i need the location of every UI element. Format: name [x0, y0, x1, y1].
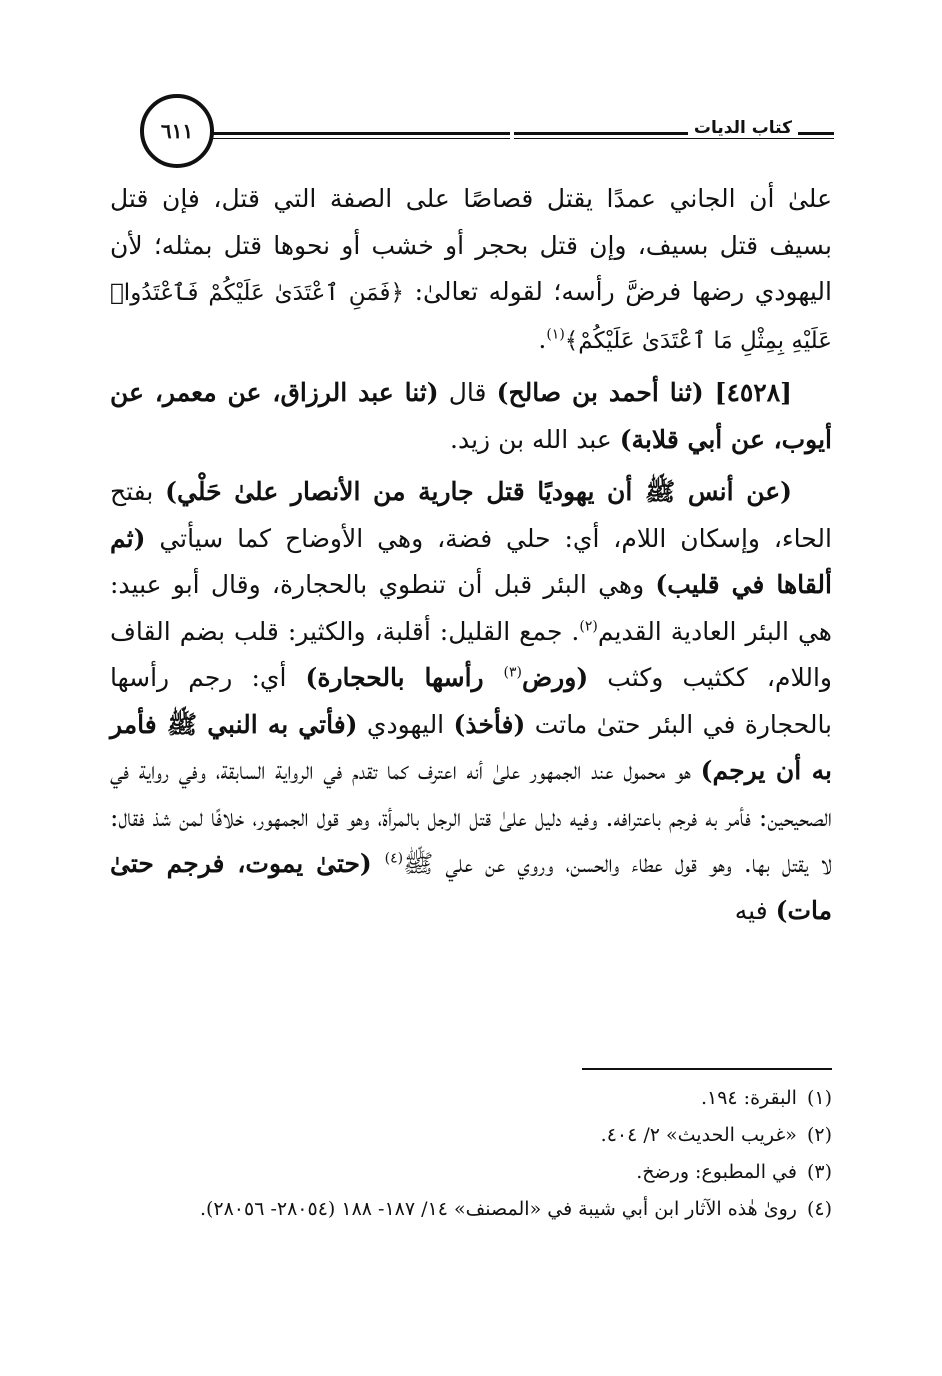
p3-text-3: . جمع القليل: أقلبة، والكثير: قلب بضم القاف واللام، ككثيب وكثب	[110, 616, 832, 692]
footnote	[110, 1117, 832, 1154]
p3-text-5: اليهودي	[357, 709, 454, 739]
p3-text-4: أي: رجم رأسها بالحجارة في البئر حتىٰ ماتت	[110, 663, 833, 739]
footnote-text: البقرة: ١٩٤.	[700, 1087, 797, 1109]
p3-text-2: وهي البئر قبل أن تنطوي بالحجارة، وقال أبو عبيد: هي البئر العادية القديم	[110, 570, 832, 646]
footnote-ref-3: (٣)	[503, 664, 522, 681]
footnote	[110, 1080, 832, 1117]
running-title: كتاب الديات	[688, 118, 798, 138]
quran-verse: ﴿فَمَنِ ٱعْتَدَىٰ عَلَيْكُمْ فَٱعْتَدُوا۟ عَلَيْهِ بِمِثْلِ مَا ٱعْتَدَىٰ عَلَيْكُمْ﴾	[110, 280, 832, 354]
footnote-text: «غريب الحديث» ٢/ ٤٠٤.	[600, 1124, 797, 1146]
p3-matn-7: (حتىٰ يموت، فرجم حتىٰ مات)	[110, 849, 832, 925]
p3-matn-3: (ورض	[521, 663, 589, 692]
footnote-ref-1: (١)	[546, 326, 565, 343]
footnote-text: في المطبوع: ورضخ.	[636, 1161, 797, 1183]
p2-chain: (ثنا عبد الرزاق، عن معمر، عن أيوب، عن أبي قلابة)	[110, 378, 832, 454]
hadith-number: [٤٥٢٨] (ثنا أحمد بن صالح)	[496, 378, 792, 407]
paragraph-2-isnad	[110, 370, 832, 463]
main-text	[110, 176, 832, 934]
footnote	[110, 1154, 832, 1191]
p3-text-1: بفتح الحاء، وإسكان اللام، أي: حلي فضة، وهي الأوضاح كما سيأتي	[110, 477, 832, 553]
footnote-number: (٣)	[806, 1161, 832, 1183]
header-rule-right-thin	[514, 138, 834, 139]
p1-text: علىٰ أن الجاني عمدًا يقتل قصاصًا على الصفة التي قتل، فإن قتل بسيف قتل بسيف، وإن قتل بحجر أو خشب أو نحوها قتل بمثله؛ لأن اليهودي رضها فرضَّ رأسه؛ لقوله تعالىٰ:	[110, 184, 832, 306]
footnote-text: روىٰ هٰذه الآثار ابن أبي شيبة في «المصنف» ١٤/ ١٨٧- ١٨٨ (٢٨٠٥٤- ٢٨٠٥٦).	[199, 1198, 797, 1220]
paragraph-1	[110, 176, 832, 364]
p3-text-6: هو محمول عند الجمهور علىٰ أنه اعترف كما تقدم في الرواية السابقة، وفي رواية في الصحيحين: فأمر به فرجم باعترافه. وفيه دليل علىٰ قتل الرجل بالمرأة، وهو قول الجمهور، خلافًا لمن شذ فقال: لا يقتل بها. وهو قول عطاء والحسن، وروي عن علي ﷺ	[110, 756, 832, 878]
header-rule-left	[210, 132, 510, 135]
footnote-number: (٢)	[806, 1124, 832, 1146]
page-header	[100, 94, 834, 170]
p3-matn-4: رأسها بالحجارة)	[305, 663, 504, 692]
footnote	[110, 1191, 832, 1228]
p3-matn-6: (فأتي به النبي ﷺ فأمر به أن يرجم)	[110, 709, 832, 785]
footnotes	[110, 1080, 832, 1228]
footnote-number: (٤)	[806, 1198, 832, 1220]
header-rule-left-thin	[210, 138, 510, 139]
footnote-divider	[582, 1068, 832, 1070]
p3-matn-2: (ثم ألقاها في قليب)	[110, 523, 832, 599]
footnote-ref-4: (٤)	[384, 850, 404, 867]
p3-matn-1: (عن أنس ﷺ أن يهوديًا قتل جارية من الأنصار علىٰ حَلْي)	[165, 477, 793, 506]
footnote-number: (١)	[806, 1087, 832, 1109]
p1-end: .	[538, 324, 547, 354]
p2-text-2: عبد الله بن زيد.	[450, 424, 620, 454]
p2-text-1: قال	[438, 378, 497, 407]
p3-matn-5: (فأخذ)	[453, 709, 526, 739]
paragraph-3	[110, 469, 832, 934]
footnote-ref-2: (٢)	[579, 618, 598, 635]
p3-text-7: فيه	[734, 895, 776, 925]
page-number: ٦١١	[140, 94, 214, 168]
